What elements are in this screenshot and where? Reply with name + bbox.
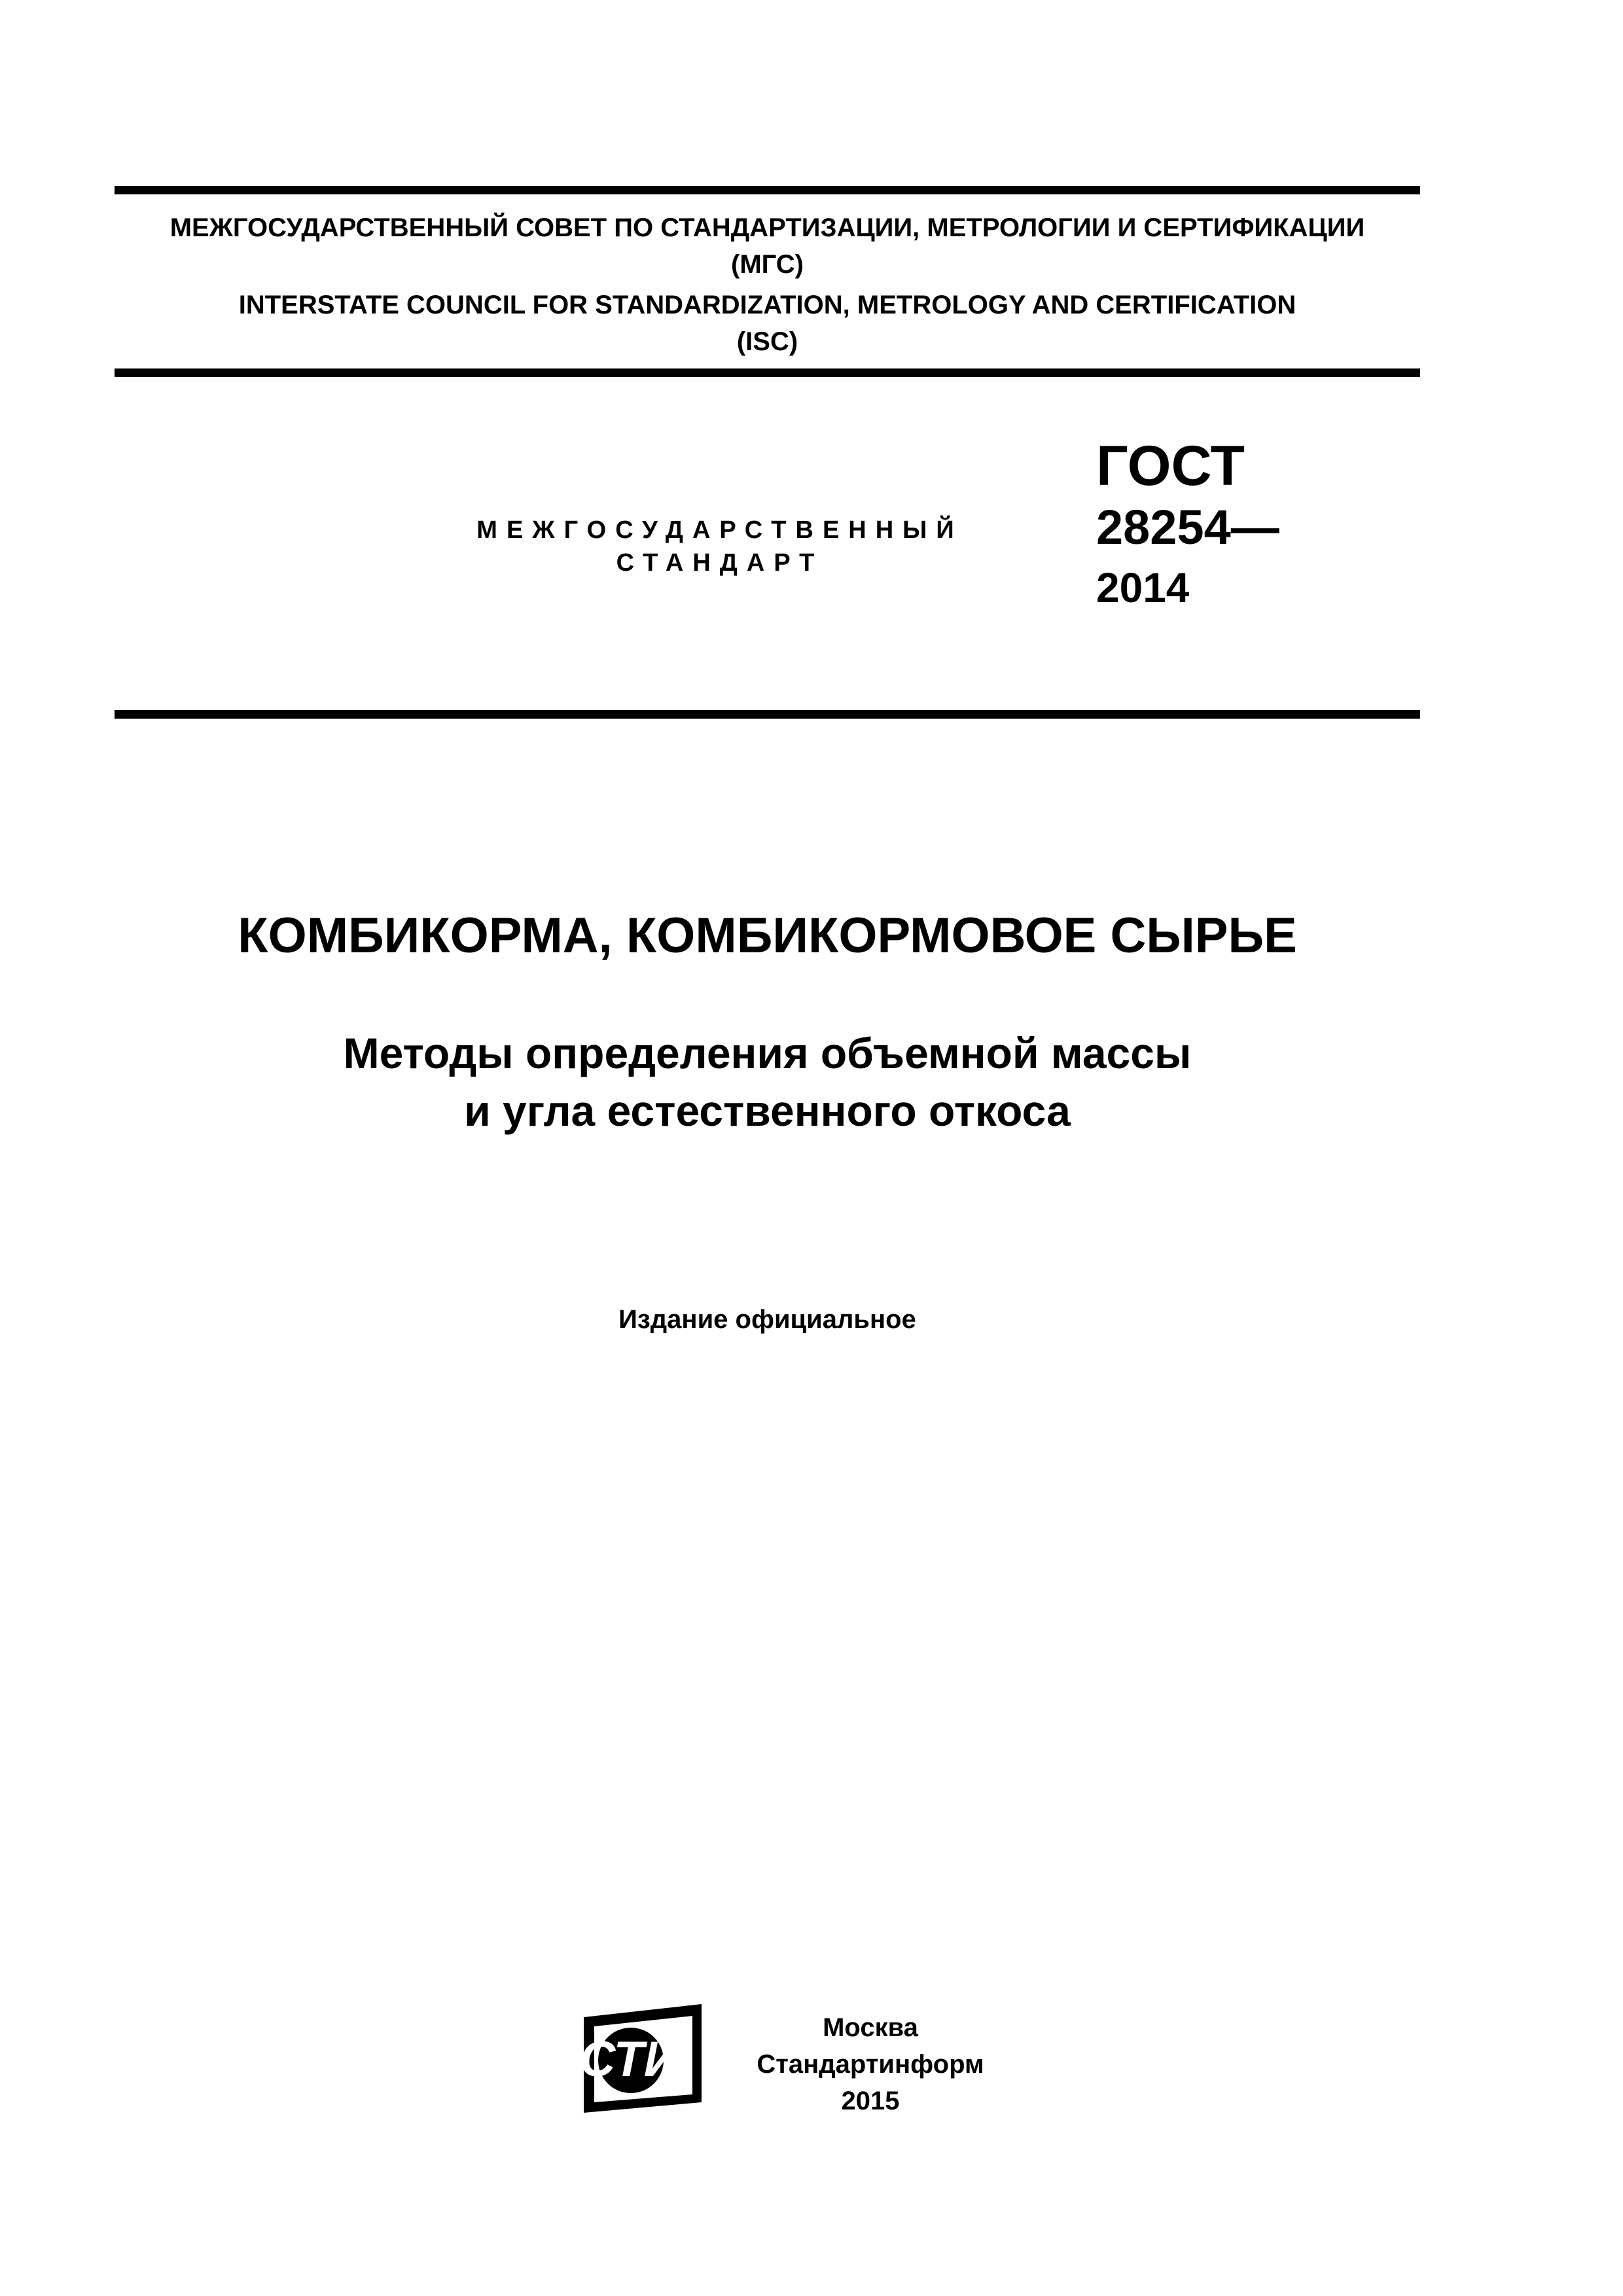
logo-text: СТИ (579, 2032, 680, 2087)
gost-designation (1096, 435, 1279, 617)
designation-bottom-rule (115, 710, 1420, 719)
council-name-ru (115, 209, 1420, 283)
publisher-name: Стандартинформ (757, 2050, 984, 2079)
standard-type-line-1: МЕЖГОСУДАРСТВЕННЫЙ (476, 516, 963, 544)
gost-year: 2014 (1096, 564, 1190, 611)
publisher-year: 2015 (841, 2087, 900, 2115)
council-en-line-1: INTERSTATE COUNCIL FOR STANDARDIZATION, METROLOGY AND CERTIFICATION (238, 291, 1296, 319)
document-subtitle (115, 1024, 1420, 1139)
council-name-en (115, 287, 1420, 360)
gost-number: 28254— (1096, 500, 1279, 554)
edition-note: Издание официальное (618, 1305, 916, 1334)
document-title: КОМБИКОРМА, КОМБИКОРМОВОЕ СЫРЬЕ (238, 908, 1297, 963)
subtitle-line-1: Методы определения объемной массы (343, 1029, 1192, 1077)
publisher-info (740, 2009, 1001, 2119)
standard-type-line-2: СТАНДАРТ (616, 549, 824, 577)
standard-type (419, 514, 1021, 579)
council-ru-abbr: (МГС) (731, 250, 804, 279)
top-rule (115, 186, 1420, 194)
header-bottom-rule (115, 368, 1420, 377)
council-en-abbr: (ISC) (736, 327, 798, 356)
council-ru-line-1: МЕЖГОСУДАРСТВЕННЫЙ СОВЕТ ПО СТАНДАРТИЗАЦИИ, МЕТРОЛОГИИ И СЕРТИФИКАЦИИ (169, 213, 1365, 242)
standartinform-logo-icon (577, 2003, 708, 2114)
subtitle-line-2: и угла естественного откоса (464, 1086, 1071, 1135)
publisher-city: Москва (823, 2013, 918, 2042)
gost-label: ГОСТ (1096, 435, 1245, 497)
